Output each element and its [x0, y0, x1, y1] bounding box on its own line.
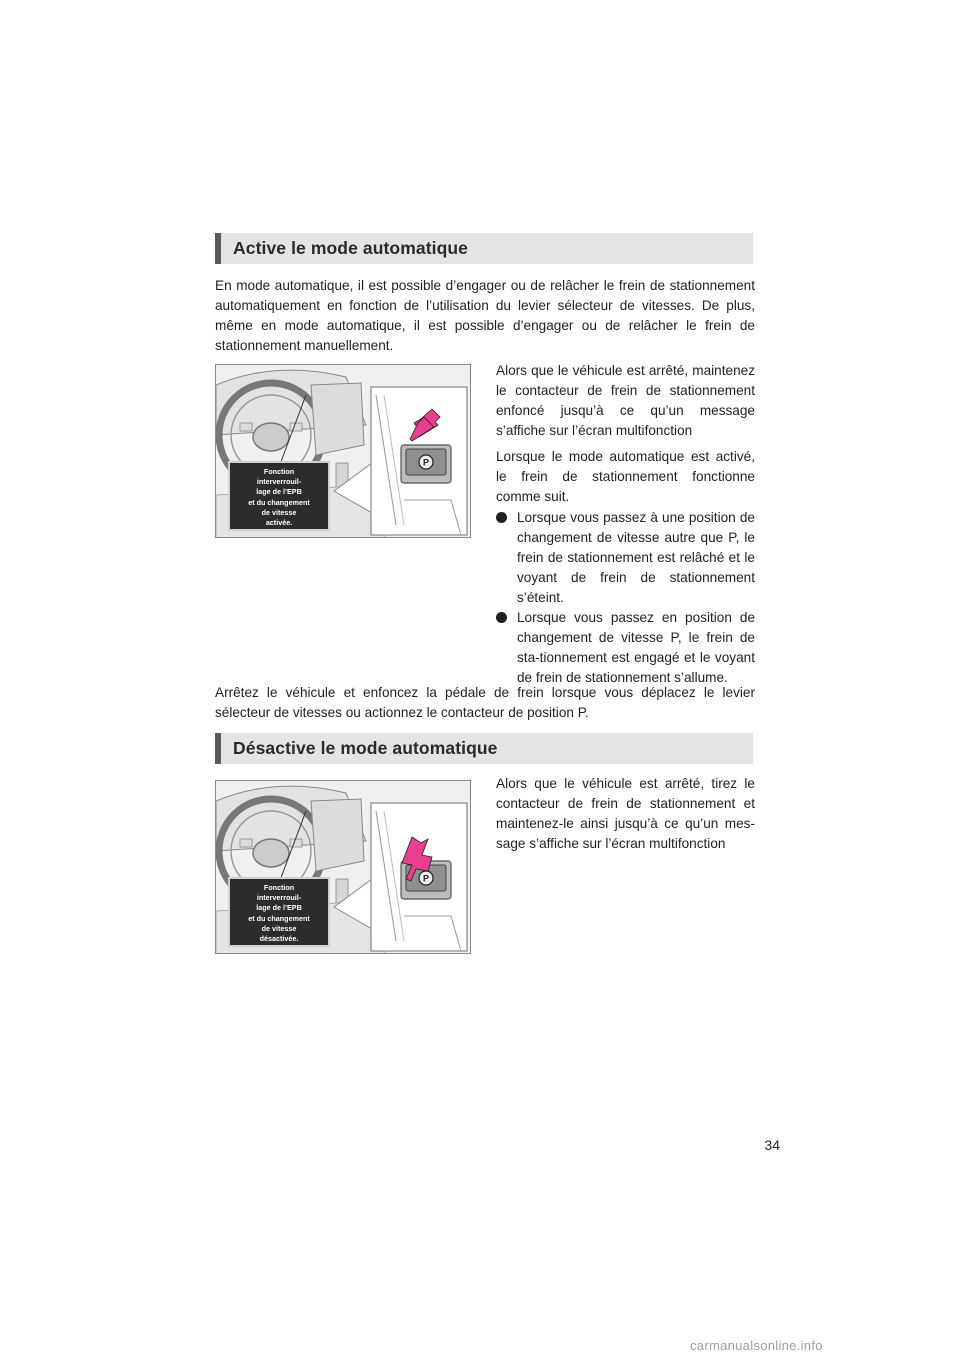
- list-item: [496, 508, 755, 608]
- activate-lead-text: Lorsque le mode automatique est activé, le frein de stationnement fonctionne comme suit.: [496, 449, 755, 504]
- watermark-text: carmanualsonline.info: [690, 1338, 823, 1353]
- bullet-dot-icon: [496, 512, 507, 523]
- page-number: 34: [764, 1137, 780, 1153]
- list-item: [496, 608, 755, 688]
- section-title: Désactive le mode automatique: [233, 738, 498, 758]
- figure-caption: Fonction interverrouil- lage de l’EPB et du changement de vitesse désactivée.: [228, 877, 330, 947]
- switch-p-label: P: [422, 873, 430, 884]
- intro-paragraph: En mode automatique, il est possible d’engager ou de relâcher le frein de stationnement automatiquement en fonction de l’utilisation du levier sélecteur de vitesses. De plus, même en mode automatique, il est possible d’engager ou de relâcher le frein de stationnement manuellement.: [215, 278, 755, 353]
- deactivate-step-text: Alors que le véhicule est arrêté, tirez le contacteur de frein de stationnement et maintenez-le ainsi jusqu’à ce qu’un mes-sage s’affiche sur l’écran multifonction: [496, 776, 755, 851]
- note-paragraph: Arrêtez le véhicule et enfoncez la pédale de frein lorsque vous déplacez le levier sélecteur de vitesses ou actionnez le contacteur de position P.: [215, 685, 755, 720]
- figure-activate-auto-mode: [215, 364, 471, 538]
- switch-p-label: P: [422, 457, 430, 468]
- bullet-dot-icon: [496, 612, 507, 623]
- figure-deactivate-auto-mode: [215, 780, 471, 954]
- section-heading-deactivate: [215, 733, 753, 764]
- section-heading-activate: [215, 233, 753, 264]
- list-item-text: Lorsque vous passez à une position de changement de vitesse autre que P, le frein de stationnement est relâché et le voyant de frein de stationnement s’éteint.: [517, 510, 755, 605]
- section-title: Active le mode automatique: [233, 238, 469, 258]
- figure-caption: Fonction interverrouil- lage de l’EPB et du changement de vitesse activée.: [228, 461, 330, 531]
- activate-step-text: Alors que le véhicule est arrêté, maintenez le contacteur de frein de stationnement enfoncé jusqu’à ce qu’un message s’affiche sur l’écran multifonction: [496, 363, 755, 438]
- list-item-text: Lorsque vous passez en position de changement de vitesse P, le frein de sta-tionnement est engagé et le voyant de frein de stationnement s’allume.: [517, 610, 755, 685]
